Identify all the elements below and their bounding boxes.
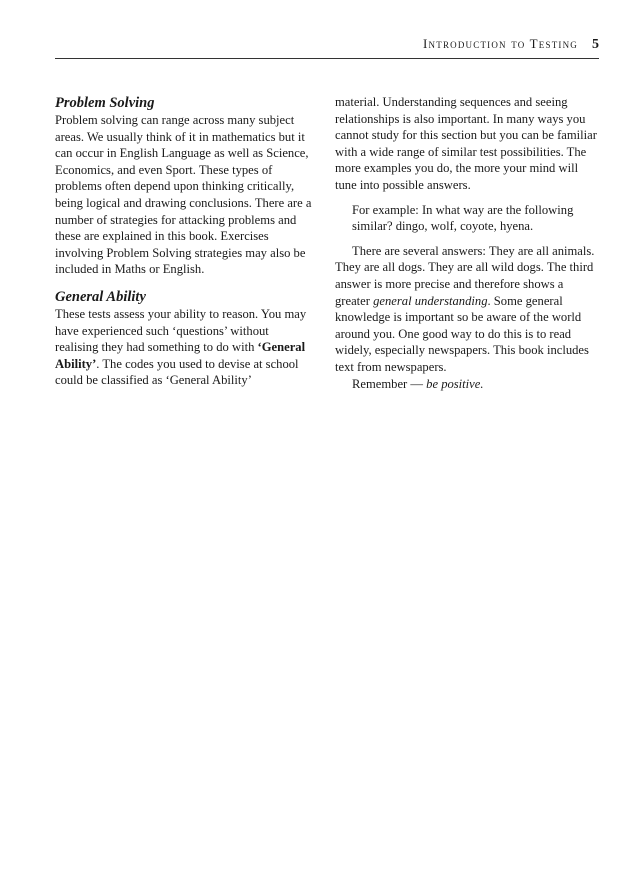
example-paragraph: For example: In what way are the following similar? dingo, wolf, coyote, hyena. — [352, 202, 574, 234]
continuation-paragraph: material. Understanding sequences and seeing relationships is also important. In many ways you cannot study for this section but you can be familiar with a wide range of similar test possibilities. The more examples you do, the more your mind will tune into possible answers. — [335, 95, 597, 192]
problem-solving-body: Problem solving can range across many subject areas. We usually think of it in mathematics but it can occur in English Language as well as Science, Economics, and even Sport. These types of problems often depend upon thinking critically, being logical and drawing conclusions. There are a number of strategies for attacking problems and these are explained in this book. Exercises involving Problem Solving strategies may also be included in Maths or English. — [55, 113, 312, 277]
right-column — [335, 94, 597, 392]
running-head-title: Introduction to Testing — [423, 36, 578, 51]
answers-start: There are several answers: They are all animals. They are all dogs. They are all wild dogs. The third answer is more precise and therefore shows a greater — [335, 243, 595, 308]
general-ability-heading: General Ability — [55, 288, 146, 305]
remember-italic: be positive. — [426, 376, 484, 391]
general-ability-section — [55, 288, 313, 389]
answers-end: . Some general knowledge is important so be aware of the world around you. One good way to do this is to read widely, especially newspapers. This book includes text from newspapers. — [335, 293, 589, 374]
running-head — [55, 36, 599, 59]
general-ability-body-end: . The codes you used to devise at school could be classified as ‘General Ability’ — [55, 356, 299, 388]
problem-solving-section — [55, 94, 313, 278]
page-number: 5 — [592, 37, 599, 52]
left-column — [55, 94, 313, 399]
general-ability-body — [55, 306, 313, 389]
remember-line — [335, 376, 597, 393]
answers-italic: general understanding — [373, 293, 488, 308]
answers-paragraph — [335, 243, 597, 376]
remember-start: Remember — — [352, 376, 427, 391]
problem-solving-heading: Problem Solving — [55, 95, 155, 111]
general-ability-body-start: These tests assess your ability to reason. You may have experienced such ‘questions’ without realising they had something to do with — [55, 306, 307, 355]
general-ability-bold-term: ‘General Ability’ — [55, 340, 306, 371]
